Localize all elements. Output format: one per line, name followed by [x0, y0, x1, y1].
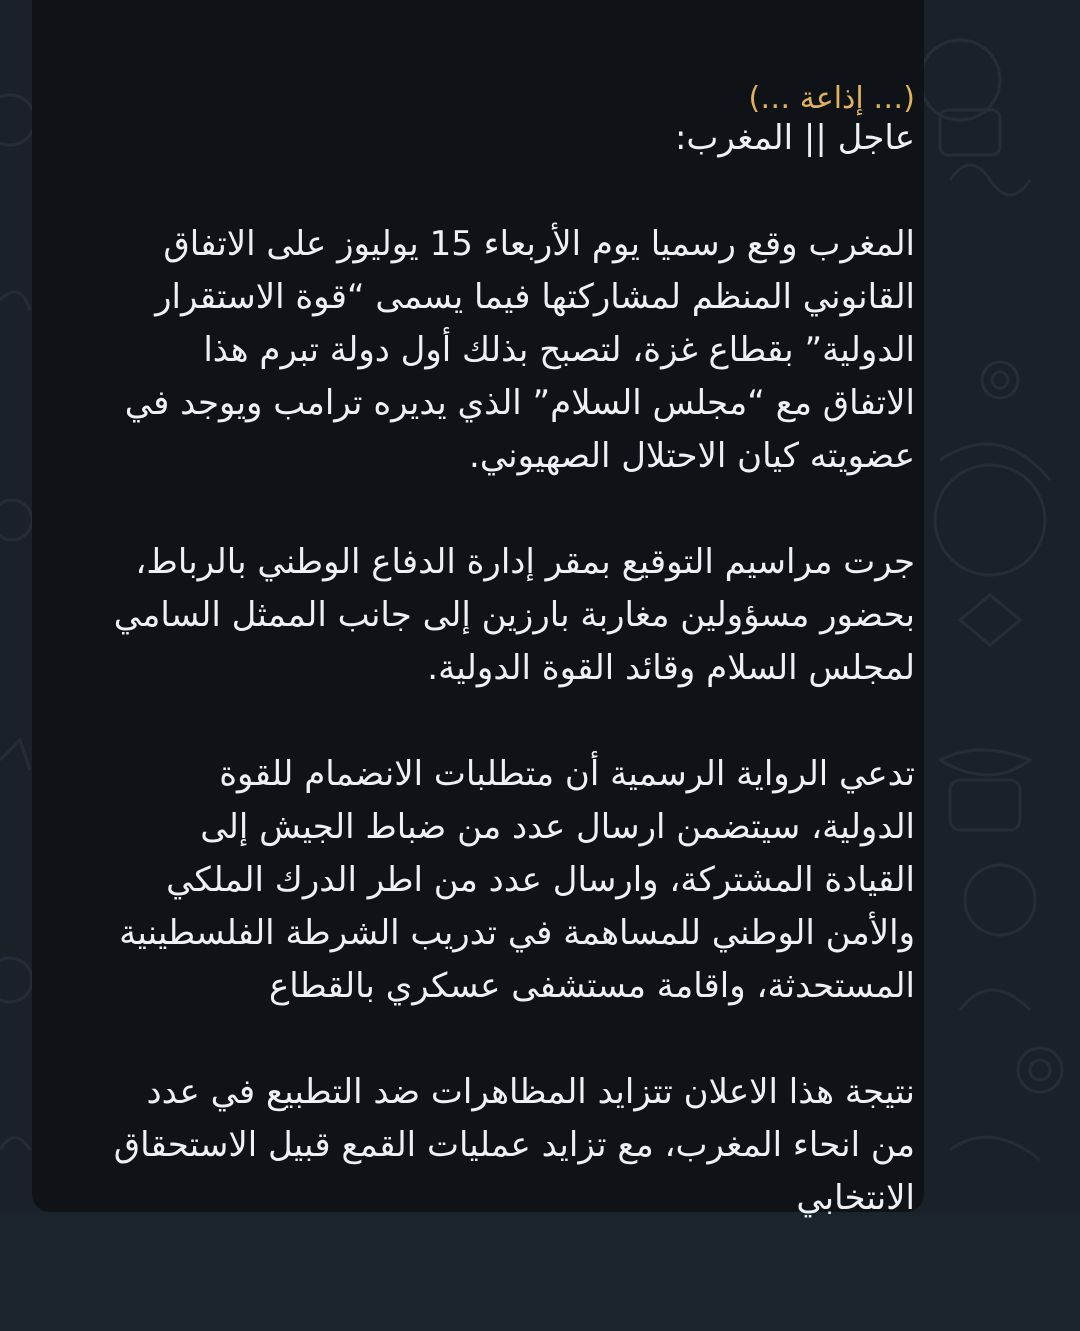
- message-title: عاجل || المغرب:: [674, 118, 915, 158]
- paragraph-gap: [112, 483, 915, 536]
- message-bubble: [32, 0, 924, 1218]
- paragraph-gap: [112, 165, 915, 218]
- message-text: [102, 0, 915, 1331]
- message-paragraph-4: نتيجة هذا الاعلان تتزايد المظاهرات ضد التطبيع في عدد من انحاء المغرب، مع تزايد عمليات القمع قبيل الاستحقاق الانتخابي: [102, 1072, 915, 1218]
- message-paragraph-3: تدعي الرواية الرسمية أن متطلبات الانضمام للقوة الدولية، سيتضمن ارسال عدد من ضباط الجيش إلى القيادة المشتركة، وارسال عدد من اطر الدرك الملكي والأمن الوطني للمساهمة في تدريب الشرطة الفلسطينية المستحدثة، واقامة مستشفى عسكري بالقطاع: [108, 754, 915, 1006]
- message-header-cut[interactable]: (… إذاعة …): [748, 81, 915, 116]
- message-paragraph-2: جرت مراسيم التوقيع بمقر إدارة الدفاع الوطني بالرباط، بحضور مسؤولين مغاربة بارزين إلى جانب الممثل السامي لمجلس السلام وقائد القوة الدولية.: [102, 542, 915, 688]
- paragraph-gap: [112, 1013, 915, 1066]
- message-paragraph-1: المغرب وقع رسميا يوم الأربعاء 15 يوليوز على الاتفاق القانوني المنظم لمشاركتها فيما يسمى “قوة الاستقرار الدولية” بقطاع غزة، لتصبح بذلك أول دولة تبرم هذا الاتفاق مع “مجلس السلام” الذي يديره ترامب ويوجد في عضويته كيان الاحتلال الصهيوني.: [113, 224, 915, 476]
- paragraph-gap: [112, 695, 915, 748]
